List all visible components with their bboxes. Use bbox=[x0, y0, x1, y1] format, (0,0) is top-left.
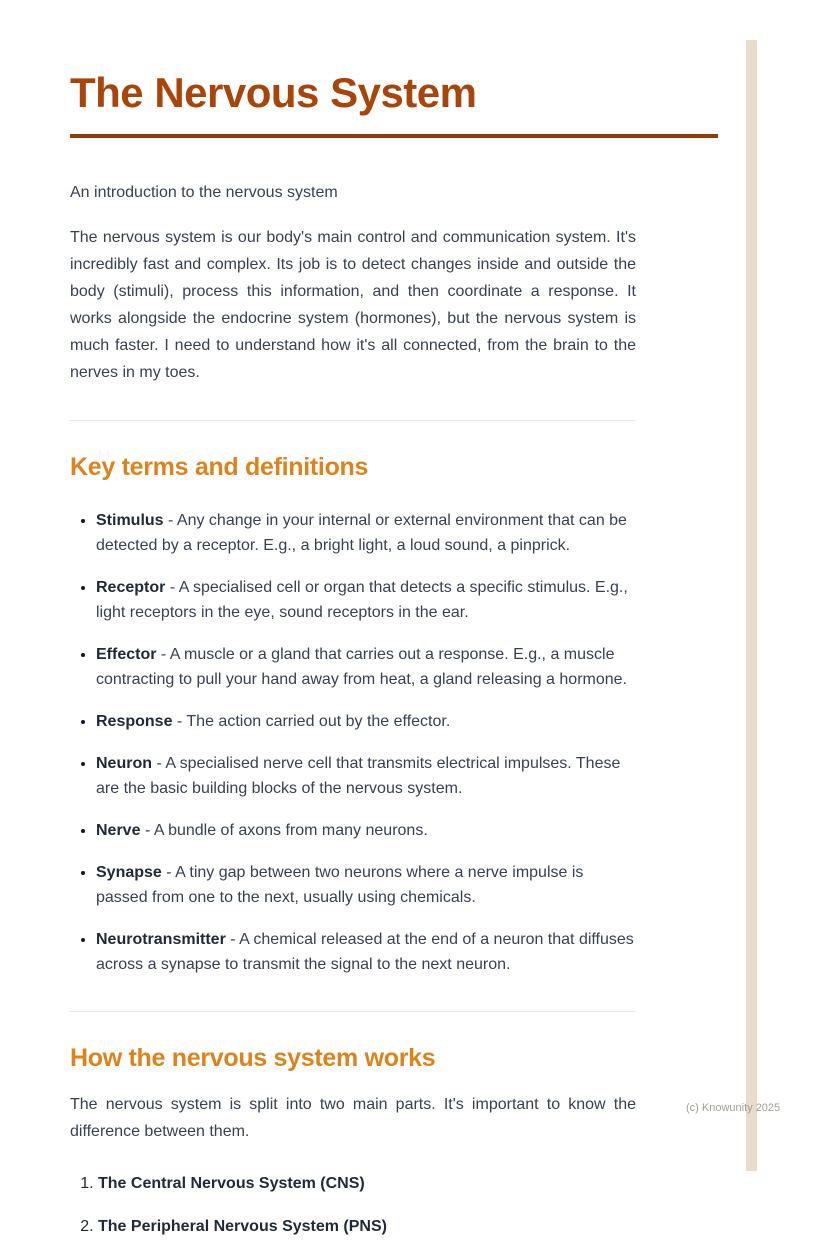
term-definition: - Any change in your internal or external environment that can be detected by a receptor. E.g., a bright light, a loud sound, a pinprick. bbox=[96, 512, 627, 555]
term-label: Nerve bbox=[96, 822, 141, 840]
term-definition: - A specialised nerve cell that transmits electrical impulses. These are the basic building blocks of the nervous system. bbox=[96, 755, 621, 798]
list-item bbox=[96, 575, 636, 625]
list-item bbox=[96, 818, 636, 843]
list-item bbox=[96, 927, 636, 977]
term-definition: - A tiny gap between two neurons where a nerve impulse is passed from one to the next, usually using chemicals. bbox=[96, 864, 584, 907]
term-label: Synapse bbox=[96, 864, 162, 882]
page-title: The Nervous System bbox=[70, 69, 477, 116]
how-it-works-heading: How the nervous system works bbox=[70, 1044, 436, 1073]
term-label: Neurotransmitter bbox=[96, 931, 226, 949]
term-label: Stimulus bbox=[96, 512, 164, 530]
key-terms-list bbox=[70, 508, 636, 977]
copyright-notice: (c) Knowunity 2025 bbox=[686, 1102, 781, 1114]
list-item bbox=[96, 642, 636, 692]
term-definition: - A muscle or a gland that carries out a response. E.g., a muscle contracting to pull your hand away from heat, a gland releasing a hormone. bbox=[96, 646, 627, 689]
title-rule bbox=[70, 134, 718, 138]
section-divider bbox=[70, 420, 636, 421]
list-item bbox=[96, 751, 636, 801]
list-item bbox=[98, 1214, 636, 1239]
key-terms-heading: Key terms and definitions bbox=[70, 453, 369, 482]
document-content bbox=[70, 0, 636, 1257]
part-name: The Central Nervous System (CNS) bbox=[98, 1175, 365, 1193]
how-it-works-paragraph: The nervous system is split into two main parts. It's important to know the difference between them. bbox=[70, 1096, 636, 1141]
intro-subtitle: An introduction to the nervous system bbox=[70, 184, 338, 202]
term-definition: - A bundle of axons from many neurons. bbox=[144, 822, 428, 840]
term-label: Response bbox=[96, 713, 173, 731]
term-definition: - A specialised cell or organ that detects a specific stimulus. E.g., light receptors in the eye, sound receptors in the ear. bbox=[96, 579, 628, 622]
list-item bbox=[96, 860, 636, 910]
term-label: Effector bbox=[96, 646, 157, 664]
section-divider bbox=[70, 1011, 636, 1012]
term-label: Neuron bbox=[96, 755, 152, 773]
term-definition: - A chemical released at the end of a neuron that diffuses across a synapse to transmit the signal to the next neuron. bbox=[96, 931, 634, 974]
term-definition: - The action carried out by the effector. bbox=[176, 713, 451, 731]
part-name: The Peripheral Nervous System (PNS) bbox=[98, 1218, 387, 1236]
list-item bbox=[98, 1171, 636, 1196]
page-edge-stripe bbox=[746, 40, 757, 1171]
nervous-system-parts-list bbox=[70, 1171, 636, 1239]
intro-paragraph: The nervous system is our body's main control and communication system. It's incredibly fast and complex. Its job is to detect changes inside and outside the body (stimuli), process this information, and then coordinate a response. It works alongside the endocrine system (hormones), but the nervous system is much faster. I need to understand how it's all connected, from the brain to the nerves in my toes. bbox=[70, 229, 636, 382]
term-label: Receptor bbox=[96, 579, 166, 597]
list-item bbox=[96, 709, 636, 734]
list-item bbox=[96, 508, 636, 558]
